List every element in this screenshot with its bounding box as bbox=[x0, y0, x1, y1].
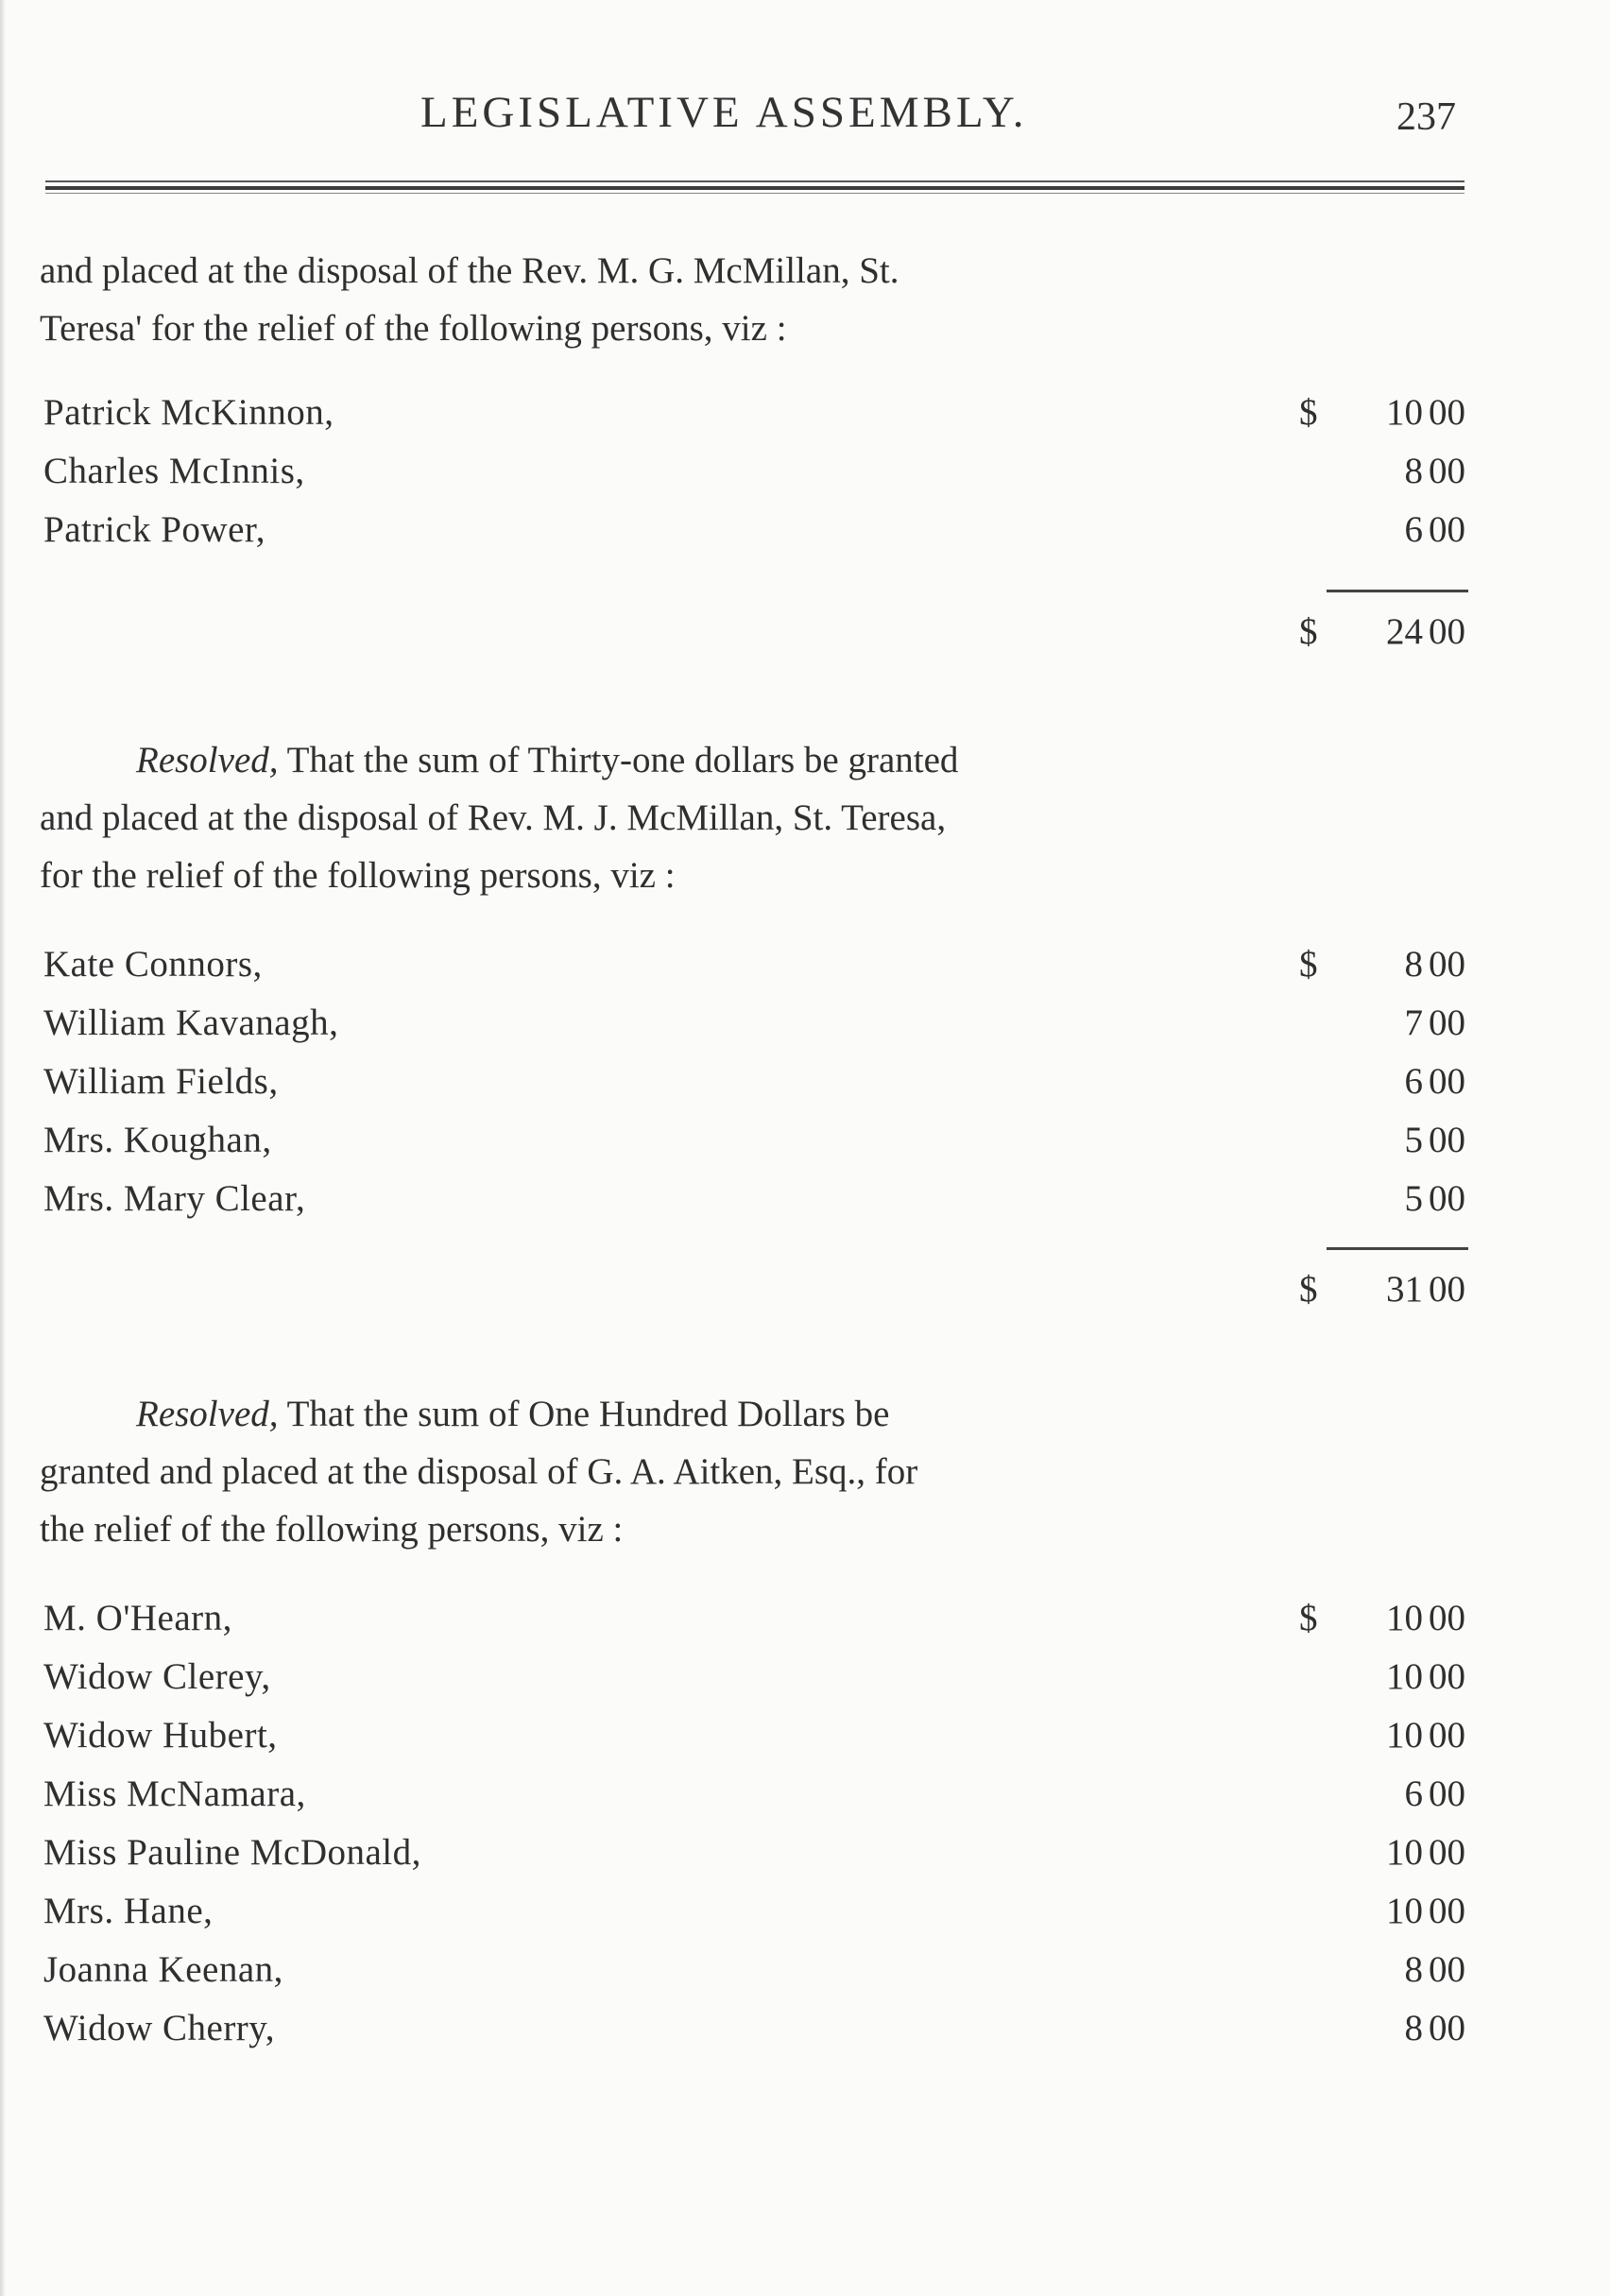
person-name: Mrs. Mary Clear, bbox=[43, 1178, 306, 1219]
list-item bbox=[43, 450, 1470, 508]
amount-dollars: 8 bbox=[1404, 944, 1423, 985]
amount-dollars: 6 bbox=[1404, 1061, 1423, 1102]
person-name: William Fields, bbox=[43, 1061, 279, 1102]
person-name: Widow Cherry, bbox=[43, 2008, 276, 2048]
section1-intro bbox=[40, 242, 1287, 357]
amount-dollars: 5 bbox=[1404, 1178, 1423, 1219]
total-dollars: 31 bbox=[1386, 1269, 1423, 1310]
person-name: Widow Hubert, bbox=[43, 1715, 278, 1756]
list-item bbox=[43, 1890, 1470, 1948]
list-item bbox=[43, 1002, 1470, 1060]
section2-total bbox=[43, 1268, 1470, 1327]
person-name: Charles McInnis, bbox=[43, 451, 305, 491]
resolution-line: granted and placed at the disposal of G. A. Aitken, Esq., for bbox=[40, 1451, 918, 1492]
section1-intro-line: and placed at the disposal of the Rev. M. G. McMillan, St. bbox=[40, 250, 899, 291]
resolved-word: Resolved, bbox=[136, 1394, 279, 1434]
dollar-sign: $ bbox=[1299, 1598, 1318, 1638]
amount-cents: 00 bbox=[1429, 1002, 1465, 1043]
dollar-sign: $ bbox=[1299, 611, 1318, 652]
amount-dollars: 8 bbox=[1404, 2008, 1423, 2048]
person-name: Patrick McKinnon, bbox=[43, 392, 334, 433]
dollar-sign: $ bbox=[1299, 392, 1318, 433]
resolution-line bbox=[40, 731, 1287, 789]
resolution-text: That the sum of Thirty-one dollars be granted bbox=[286, 740, 959, 780]
amount-dollars: 8 bbox=[1404, 451, 1423, 491]
amount-cents: 00 bbox=[1429, 451, 1465, 491]
total-cents: 00 bbox=[1429, 611, 1465, 652]
header-rule-thin bbox=[45, 193, 1464, 194]
amount-cents: 00 bbox=[1429, 944, 1465, 985]
section1-intro-line: Teresa' for the relief of the following persons, viz : bbox=[40, 308, 787, 349]
page-edge-shadow bbox=[0, 0, 6, 2296]
amount-cents: 00 bbox=[1429, 1178, 1465, 1219]
amount-cents: 00 bbox=[1429, 1598, 1465, 1638]
person-name: Miss Pauline McDonald, bbox=[43, 1832, 421, 1873]
person-name: Joanna Keenan, bbox=[43, 1949, 283, 1990]
amount-cents: 00 bbox=[1429, 1949, 1465, 1990]
person-name: Mrs. Hane, bbox=[43, 1891, 214, 1931]
person-name: M. O'Hearn, bbox=[43, 1598, 232, 1638]
header-rule bbox=[45, 180, 1464, 182]
running-head bbox=[0, 87, 1610, 144]
amount-dollars: 8 bbox=[1404, 1949, 1423, 1990]
list-item bbox=[43, 1177, 1470, 1236]
dollar-sign: $ bbox=[1299, 944, 1318, 985]
person-name: Mrs. Koughan, bbox=[43, 1120, 272, 1160]
list-item bbox=[43, 2007, 1470, 2065]
list-item bbox=[43, 1060, 1470, 1119]
section1-total bbox=[43, 610, 1470, 669]
dollar-sign: $ bbox=[1299, 1269, 1318, 1310]
person-name: William Kavanagh, bbox=[43, 1002, 339, 1043]
amount-dollars: 7 bbox=[1404, 1002, 1423, 1043]
amount-cents: 00 bbox=[1429, 509, 1465, 550]
person-name: Patrick Power, bbox=[43, 509, 266, 550]
amount-dollars: 6 bbox=[1404, 1773, 1423, 1814]
list-item bbox=[43, 508, 1470, 567]
list-item bbox=[43, 391, 1470, 450]
person-name: Widow Clerey, bbox=[43, 1656, 271, 1697]
amount-dollars: 6 bbox=[1404, 509, 1423, 550]
total-cents: 00 bbox=[1429, 1269, 1465, 1310]
resolved-word: Resolved, bbox=[136, 740, 279, 780]
total-rule bbox=[1327, 1247, 1468, 1250]
header-rule-thick bbox=[45, 186, 1464, 190]
list-item bbox=[43, 1831, 1470, 1890]
amount-cents: 00 bbox=[1429, 1715, 1465, 1756]
list-item bbox=[43, 1714, 1470, 1773]
person-name: Miss McNamara, bbox=[43, 1773, 306, 1814]
resolution-line: the relief of the following persons, viz : bbox=[40, 1509, 624, 1550]
total-rule bbox=[1327, 590, 1468, 592]
resolution-line bbox=[40, 1385, 1287, 1443]
list-item bbox=[43, 1655, 1470, 1714]
amount-cents: 00 bbox=[1429, 1656, 1465, 1697]
amount-cents: 00 bbox=[1429, 1120, 1465, 1160]
section2-resolution bbox=[40, 731, 1287, 904]
amount-cents: 00 bbox=[1429, 2008, 1465, 2048]
resolution-text: That the sum of One Hundred Dollars be bbox=[286, 1394, 890, 1434]
section2-list bbox=[43, 943, 1470, 1236]
person-name: Kate Connors, bbox=[43, 944, 263, 985]
list-item bbox=[43, 1597, 1470, 1655]
amount-cents: 00 bbox=[1429, 392, 1465, 433]
section3-resolution bbox=[40, 1385, 1287, 1558]
amount-dollars: 10 bbox=[1386, 1715, 1423, 1756]
page-title: LEGISLATIVE ASSEMBLY. bbox=[420, 88, 1028, 137]
amount-cents: 00 bbox=[1429, 1832, 1465, 1873]
amount-cents: 00 bbox=[1429, 1891, 1465, 1931]
list-item bbox=[43, 943, 1470, 1002]
amount-cents: 00 bbox=[1429, 1773, 1465, 1814]
section1-list bbox=[43, 391, 1470, 567]
amount-dollars: 10 bbox=[1386, 392, 1423, 433]
resolution-line: for the relief of the following persons, viz : bbox=[40, 855, 676, 896]
amount-dollars: 10 bbox=[1386, 1832, 1423, 1873]
list-item bbox=[43, 1119, 1470, 1177]
amount-dollars: 5 bbox=[1404, 1120, 1423, 1160]
amount-dollars: 10 bbox=[1386, 1656, 1423, 1697]
list-item bbox=[43, 1773, 1470, 1831]
resolution-line: and placed at the disposal of Rev. M. J. McMillan, St. Teresa, bbox=[40, 797, 947, 838]
section3-list bbox=[43, 1597, 1470, 2065]
amount-dollars: 10 bbox=[1386, 1891, 1423, 1931]
amount-dollars: 10 bbox=[1386, 1598, 1423, 1638]
list-item bbox=[43, 1948, 1470, 2007]
page-number: 237 bbox=[1396, 95, 1456, 139]
total-dollars: 24 bbox=[1386, 611, 1423, 652]
amount-cents: 00 bbox=[1429, 1061, 1465, 1102]
